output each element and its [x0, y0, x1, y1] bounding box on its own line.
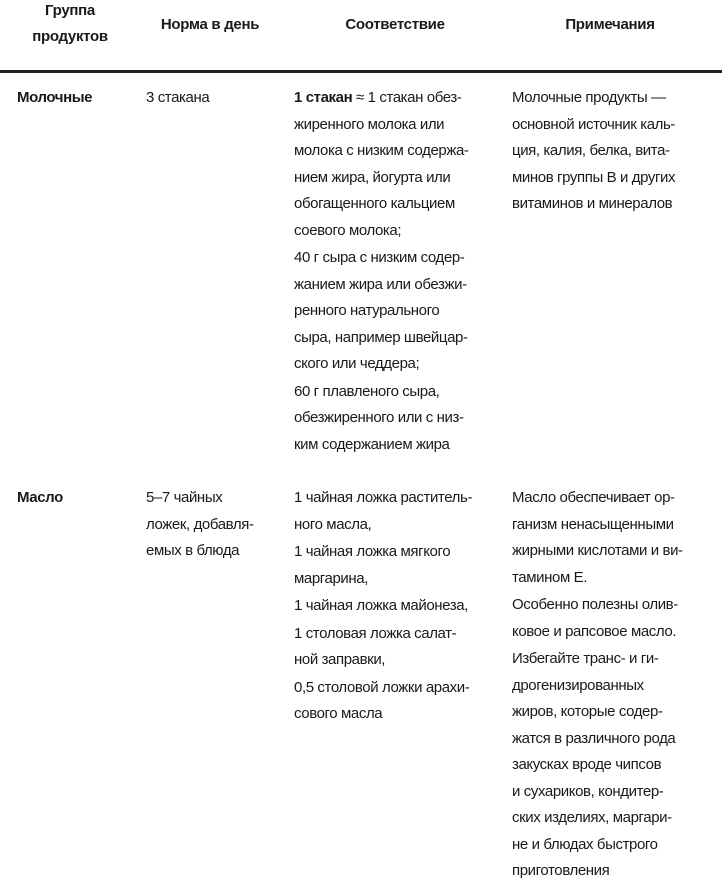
- notes-line: жиров, которые содер-: [512, 703, 663, 720]
- group-cell: Молочные: [17, 89, 93, 106]
- notes-line: Масло обеспечивает ор-: [512, 489, 675, 506]
- notes-line: жатся в различного рода: [512, 729, 676, 747]
- equiv-line: нием жира, йогурта или: [294, 168, 451, 186]
- equiv-line-text: ≈ 1 стакан обез-: [352, 89, 462, 106]
- notes-line: основной источник каль-: [512, 115, 676, 133]
- equiv-line: 40 г сыра с низким содер-: [294, 249, 465, 266]
- equiv-line: ского или чеддера;: [294, 355, 420, 372]
- equiv-line: 1 чайная ложка майонеза,: [294, 597, 468, 614]
- equiv-cell: [294, 485, 472, 729]
- equiv-paragraph: [294, 85, 469, 244]
- notes-line: Особенно полезны олив-: [512, 596, 678, 613]
- equiv-line: ренного натурального: [294, 302, 440, 319]
- equiv-line: соевого молока;: [294, 221, 402, 239]
- equiv-paragraph: [294, 621, 472, 674]
- equiv-paragraph: [294, 245, 469, 378]
- notes-cell: [512, 485, 683, 886]
- equiv-line: [294, 85, 469, 112]
- header-notes: Примечания: [565, 16, 655, 33]
- notes-line: приготовления: [512, 862, 610, 879]
- equiv-line: 1 чайная ложка мягкого: [294, 543, 451, 560]
- equiv-line: 0,5 столовой ложки арахи-: [294, 678, 470, 696]
- header-group-line: Группа: [45, 2, 95, 19]
- norm-line: 5–7 чайных: [146, 489, 223, 506]
- equiv-paragraph: [294, 593, 472, 620]
- equiv-paragraph: [294, 379, 469, 459]
- equiv-paragraph: [294, 539, 472, 592]
- notes-line: и сухариков, кондитер-: [512, 782, 664, 800]
- equiv-cell: [294, 85, 469, 459]
- header-rule: [0, 70, 722, 73]
- equiv-line: сового масла: [294, 705, 383, 722]
- norm-cell: [146, 485, 254, 565]
- header-group-line: продуктов: [32, 28, 108, 45]
- notes-line: Молочные продукты —: [512, 89, 666, 106]
- equiv-line: обезжиренного или с низ-: [294, 409, 464, 426]
- notes-line: Избегайте транс- и ги-: [512, 650, 659, 667]
- notes-line: ковое и рапсовое масло.: [512, 622, 677, 640]
- equiv-line: 1 столовая ложка салат-: [294, 624, 457, 642]
- equiv-line: ного масла,: [294, 515, 372, 533]
- notes-line: жирными кислотами и ви-: [512, 542, 683, 559]
- header-group: [20, 0, 120, 50]
- equiv-line: ной заправки,: [294, 651, 386, 668]
- equiv-line: ким содержанием жира: [294, 435, 450, 453]
- notes-line: витаминов и минералов: [512, 195, 673, 212]
- notes-line: ганизм ненасыщенными: [512, 515, 674, 533]
- norm-line: ложек, добавля-: [146, 515, 254, 533]
- norm-cell: [146, 85, 209, 112]
- equiv-line: маргарина,: [294, 569, 368, 587]
- header-equiv: Соответствие: [345, 16, 445, 33]
- notes-line: не и блюдах быстрого: [512, 835, 658, 853]
- notes-paragraph: [512, 646, 683, 885]
- notes-line: ских изделиях, маргари-: [512, 809, 672, 826]
- group-cell: Масло: [17, 489, 63, 506]
- notes-paragraph: [512, 485, 683, 591]
- header-norm: Норма в день: [160, 16, 260, 33]
- equiv-line: 60 г плавленого сыра,: [294, 382, 440, 400]
- equiv-line: обогащенного кальцием: [294, 195, 455, 212]
- bold-term: 1 стакан: [294, 89, 353, 106]
- equiv-line: 1 чайная ложка раститель-: [294, 489, 473, 506]
- notes-paragraph: [512, 592, 683, 645]
- equiv-paragraph: [294, 485, 472, 538]
- equiv-paragraph: [294, 675, 472, 728]
- equiv-line: жиренного молока или: [294, 115, 445, 133]
- table-header: [0, 0, 726, 70]
- equiv-line: сыра, например швейцар-: [294, 328, 468, 346]
- notes-line: минов группы В и других: [512, 168, 676, 186]
- notes-paragraph: [512, 85, 675, 218]
- norm-line: емых в блюда: [146, 542, 240, 559]
- notes-cell: [512, 85, 675, 219]
- norm-line: 3 стакана: [146, 89, 210, 106]
- notes-line: ция, калия, белка, вита-: [512, 142, 670, 159]
- equiv-line: жанием жира или обезжи-: [294, 275, 467, 293]
- equiv-line: молока с низким содержа-: [294, 142, 469, 159]
- notes-line: тамином Е.: [512, 568, 588, 586]
- notes-line: закусках вроде чипсов: [512, 756, 662, 773]
- notes-line: дрогенизированных: [512, 676, 644, 694]
